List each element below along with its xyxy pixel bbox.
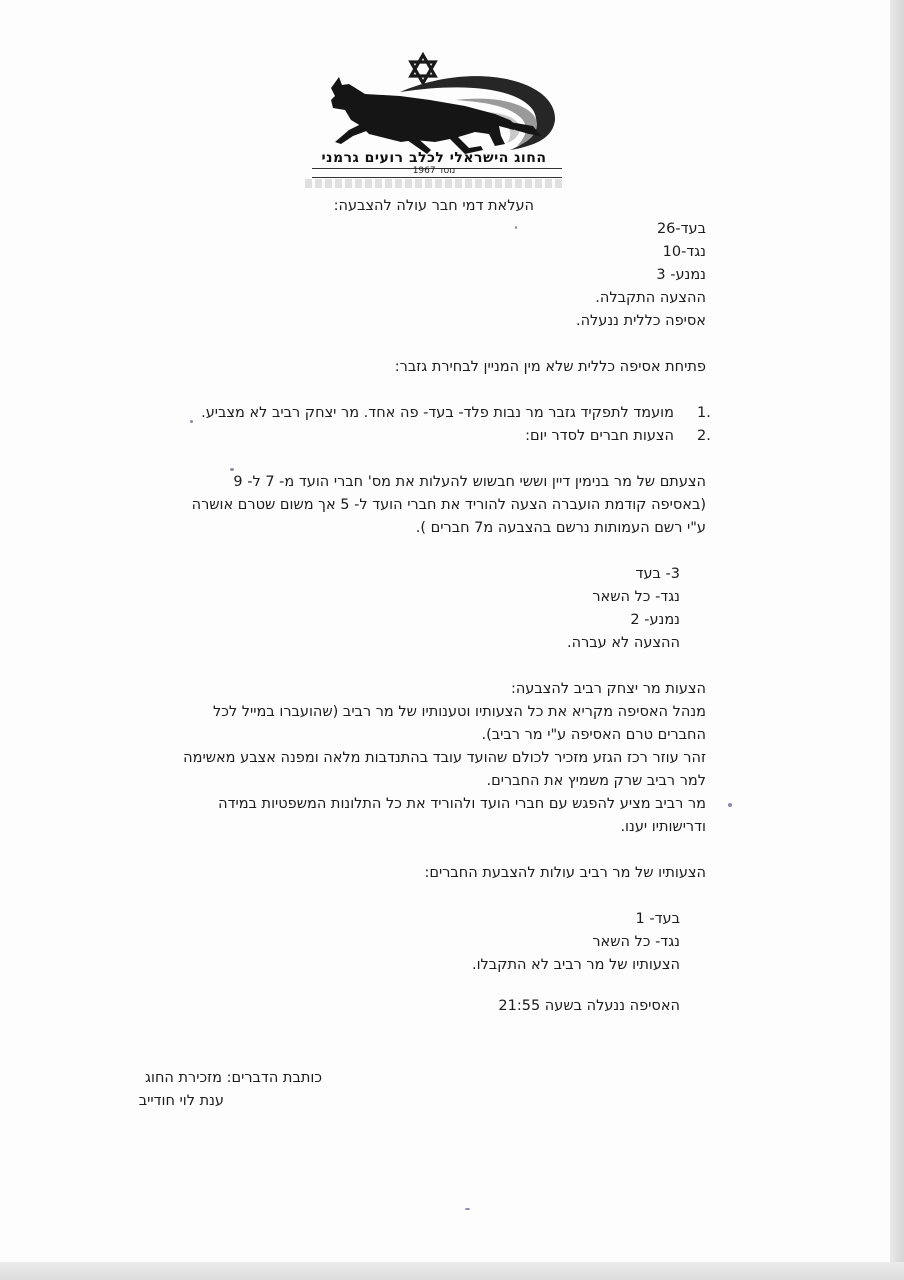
list-item-treasurer: מועמד לתפקיד גזבר מר נבות פלד- בעד- פה אחד. מר יצחק רביב לא מצביע.	[201, 405, 674, 421]
scan-speck	[230, 468, 234, 471]
logo-founded: נוסד 1967	[412, 166, 456, 176]
raviv-paragraph-line-4: למר רביב שרק משמיץ את החברים.	[486, 773, 706, 789]
vote-against: נגד-10	[662, 244, 706, 260]
raviv-vote-heading: הצעותיו של מר רביב עולות להצבעת החברים:	[424, 865, 706, 881]
vote-for: בעד-26	[656, 221, 706, 237]
extraordinary-meeting-heading: פתיחת אסיפה כללית שלא מין המניין לבחירת גזבר:	[394, 359, 706, 375]
raviv-paragraph-line-5: מר רביב מציע להפגש עם חברי הועד ולהוריד את כל התלונות המשפטיות במידה	[218, 796, 706, 812]
vote-3-against: נגד- כל השאר	[592, 934, 680, 950]
vote-2-for: 3- בעד	[635, 566, 680, 582]
vote-2-abstain: נמנע- 2	[630, 612, 680, 628]
raviv-paragraph-line-2: החברים טרם האסיפה ע"י מר רביב).	[481, 727, 706, 743]
scan-speck	[465, 1208, 470, 1210]
list-item-agenda: הצעות חברים לסדר יום:	[525, 428, 674, 444]
vote-3-result: הצעותיו של מר רביב לא התקבלו.	[471, 957, 680, 973]
scan-edge-right	[890, 0, 904, 1280]
meeting-closed: אסיפה כללית ננעלה.	[575, 313, 706, 329]
raviv-proposals-heading: הצעות מר יצחק רביב להצבעה:	[510, 681, 706, 697]
scan-speck	[728, 803, 732, 807]
scan-edge-bottom	[0, 1262, 904, 1280]
vote-2-result: ההצעה לא עברה.	[567, 635, 680, 651]
scan-speck	[515, 226, 517, 229]
dues-vote-heading: העלאת דמי חבר עולה להצבעה:	[333, 198, 534, 214]
logo-ghost-text	[305, 179, 565, 188]
minutes-writer: כותבת הדברים: מזכירת החוג	[145, 1070, 322, 1086]
raviv-paragraph-line-1: מנהל האסיפה מקריא את כל הצעותיו וטענותיו של מר רביב (שהועברו במייל לכל	[213, 704, 706, 720]
vote-abstain: נמנע- 3	[656, 267, 706, 283]
closing-time: האסיפה ננעלה בשעה 21:55	[498, 998, 680, 1014]
proposal-1-line-1: הצעתם של מר בנימין דיין וששי חבשוש להעלות את מס' חברי הועד מ- 7 ל- 9	[233, 474, 706, 490]
logo-org-name: החוג הישראלי לכלב רועים גרמני	[321, 150, 547, 166]
vote-2-against: נגד- כל השאר	[592, 589, 680, 605]
scan-speck	[190, 420, 193, 423]
proposal-1-line-2: (באסיפה קודמת הועברה הצעה להוריד את חברי הועד ל- 5 אך משום שטרם אושרה	[191, 497, 706, 513]
vote-3-for: בעד- 1	[635, 911, 680, 927]
list-number-2: 2.	[697, 428, 711, 444]
proposal-1-line-3: ע"י רשם העמותות נרשם בהצבעה מ7 חברים ).	[415, 520, 706, 536]
raviv-paragraph-line-3: זהר עוזר רכז הגזע מזכיר לכולם שהועד עובד בהתנדבות מלאה ומפנה אצבע מאשימה	[183, 750, 706, 766]
writer-name: ענת לוי חודייב	[138, 1093, 224, 1109]
list-number-1: 1.	[697, 405, 711, 421]
logo-rule-bottom	[312, 177, 562, 178]
star-of-david-icon	[411, 55, 435, 83]
raviv-paragraph-line-6: ודרישותיו יענו.	[620, 819, 706, 835]
vote-result: ההצעה התקבלה.	[595, 290, 706, 306]
